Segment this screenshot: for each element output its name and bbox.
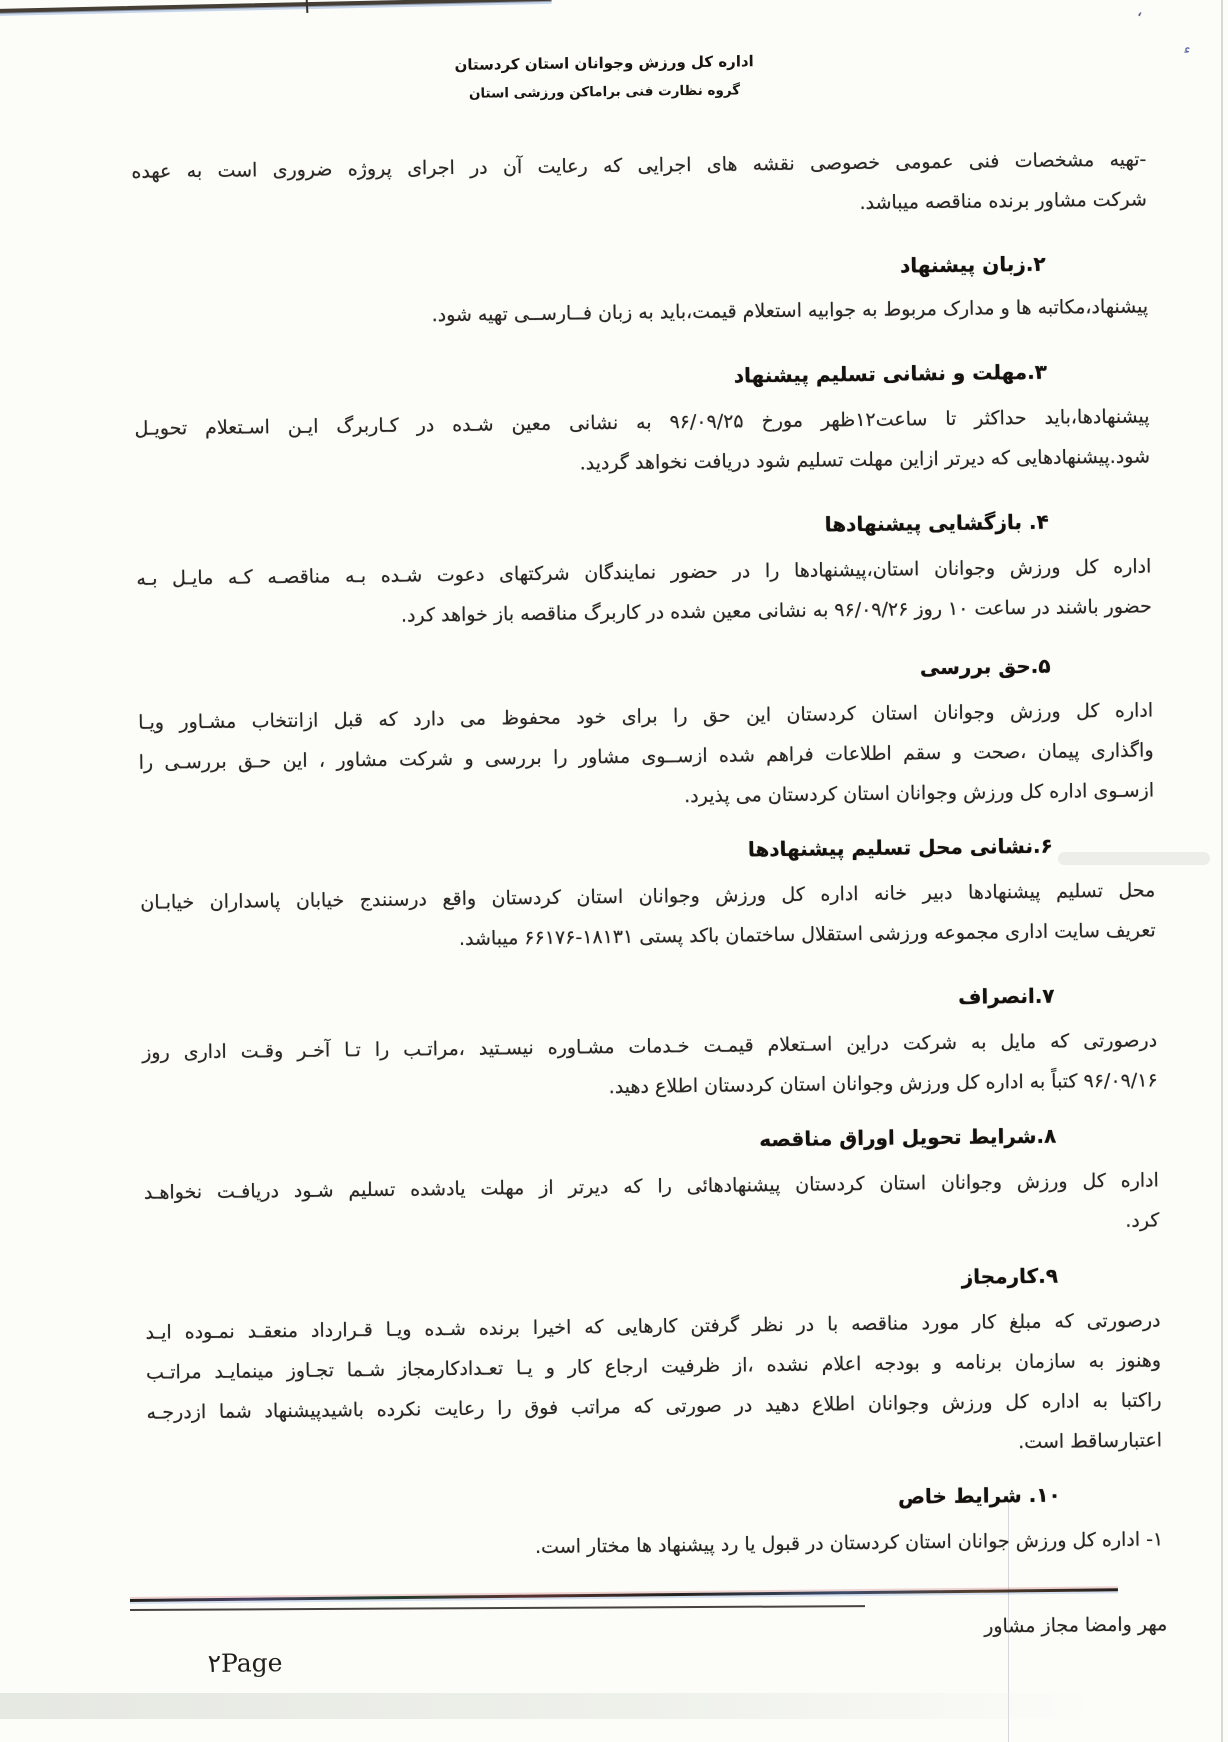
text-line: محل تسلیم پیشنهادها دبیر خانه اداره کل ورزش وجوانان استان کردستان واقع درسنندج خیابان پاسداران خیابـان [140,879,1156,914]
text-line: اداره کل ورزش وجوانان استان کردستان پیشنهادهائی را که دیرتر از مهلت یادشده تسلیم شـود دریافـت نخواهـد [143,1169,1159,1204]
section-body-6 [140,870,1156,962]
section-body-2 [133,286,1148,338]
section-title-5: ۵.حق بررسی [919,653,1051,680]
section-body-9 [145,1300,1162,1472]
consultant-signature-label: مهر وامضا مجاز مشاور [984,1613,1168,1638]
text-line: ازسـوی اداره کل ورزش وجوانان استان کردستان می پذیرد. [684,779,1155,808]
section-body-7 [142,1020,1158,1112]
section-title-6: ۶.نشانی محل تسلیم پیشنهادها [747,833,1053,862]
text-line: راکتبا به اداره کل ورزش وجوانان اطلاع دهید در صورتی که مراتب فوق را رعایت نکرده باشیدپیشنهاد شما ازدرجـه [146,1389,1162,1424]
section-title-4: ۴. بازگشایی پیشنهادها [824,509,1049,537]
text-line: اعتبارساقط است. [1018,1429,1163,1454]
text-line: -تهیه مشخصات فنی عمومی خصوصی نقشه های اجرایی که رعایت آن در اجرای پروژه ضروری است به عهده [131,148,1147,183]
section-body-3 [134,396,1150,488]
section-body-5 [138,690,1154,822]
text-line: کرد. [1125,1209,1160,1232]
text-line: تعریف سایت اداری مجموعه ورزشی استقلال ساختمان باکد پستی ۱۸۱۳۱-۶۶۱۷۶ میباشد. [458,919,1156,950]
pen-mark-icon: ، [1135,1,1145,21]
section-body-4 [136,546,1152,638]
text-line: درصورتی که مبلغ کار مورد مناقصه با در نظر گرفتن کارهایی که اخیرا برنده شـده ویـا قـرارداد منعقـد نمـوده ایـد [145,1309,1161,1344]
section-title-3: ۳.مهلت و نشانی تسلیم پیشنهاد [733,359,1048,388]
section-title-9: ۹.کارمجاز [961,1263,1059,1289]
text-line: ۹۶/۰۹/۱۶ کتباً به اداره کل ورزش وجوانان استان کردستان اطلاع دهید. [608,1069,1158,1099]
section-title-8: ۸.شرایط تحویل اوراق مناقصه [759,1123,1057,1152]
section-body-8 [144,1160,1160,1252]
text-line: وهنوز به سازمان برنامه و بودجه اعلام نشده ،از ظرفیت ارجاع کار و یـا تعـدادکارمجاز شـما تجـاوز مینمایـد مراتـب [145,1349,1162,1384]
pen-mark-icon: ء [1181,41,1193,59]
section-title-10: ۱۰. شرایط خاص [897,1482,1061,1509]
text-line: شود.پیشنهادهایی که دیرتر ازاین مهلت تسلیم شود دریافت نخواهد گردید. [579,445,1151,475]
text-line: اداره کل ورزش وجوانان استان،پیشنهادها را در حضور نمایندگان شرکتهای دعوت شـده بـه مناقصـه کـه مایـل بـه [136,555,1152,590]
org-name: اداره کل ورزش وجوانان استان کردستان [454,52,754,74]
text-line: درصورتی که مایل به شرکت دراین اسـتعلام قیمـت خـدمات مشـاوره نیسـتید ،مراتـب را تـا آخـر وقـت اداری روز [142,1029,1158,1064]
text-line: ۱- اداره کل ورزش جوانان استان کردستان در قبول یا رد پیشنهاد ها مختار است. [534,1528,1164,1559]
text-line: واگذاری پیمان ،صحت و سقم اطلاعات فراهم شده ازســوی مشاور را بررسی و شرکت مشاور ، این حـق بررسـی را [138,739,1154,774]
text-line: حضور باشند در ساعت ۱۰ روز ۹۶/۰۹/۲۶ به نشانی معین شده در کاربرگ مناقصه باز خواهد کرد. [400,595,1152,627]
section-title-7: ۷.انصراف [957,983,1055,1009]
text-line: پیشنهادها،باید حداکثر تا ساعت۱۲ظهر مورخ ۹۶/۰۹/۲۵ به نشانی معین شـده در کـاربرگ ایـن اسـتعلام تحویـل [134,405,1150,440]
intro-paragraph [131,139,1147,231]
section-body-10 [148,1519,1163,1571]
text-line: پیشنهاد،مکاتبه ها و مدارک مربوط به جوابیه استعلام قیمت،باید به زبان فــارســی تهیه شود. [431,295,1149,327]
text-line: شرکت مشاور برنده مناقصه میباشد. [859,188,1147,214]
page-number: ۲Page [207,1648,283,1679]
section-title-2: ۲.زبان پیشنهاد [899,251,1046,278]
letterhead [0,41,1219,114]
text-line: اداره کل ورزش وجوانان استان کردستان این حق را برای خود محفوظ می دارد که قبل ازانتخاب مشـاور ویـا [138,699,1154,734]
org-department: گروه نظارت فنی براماکن ورزشی استان [468,82,741,102]
